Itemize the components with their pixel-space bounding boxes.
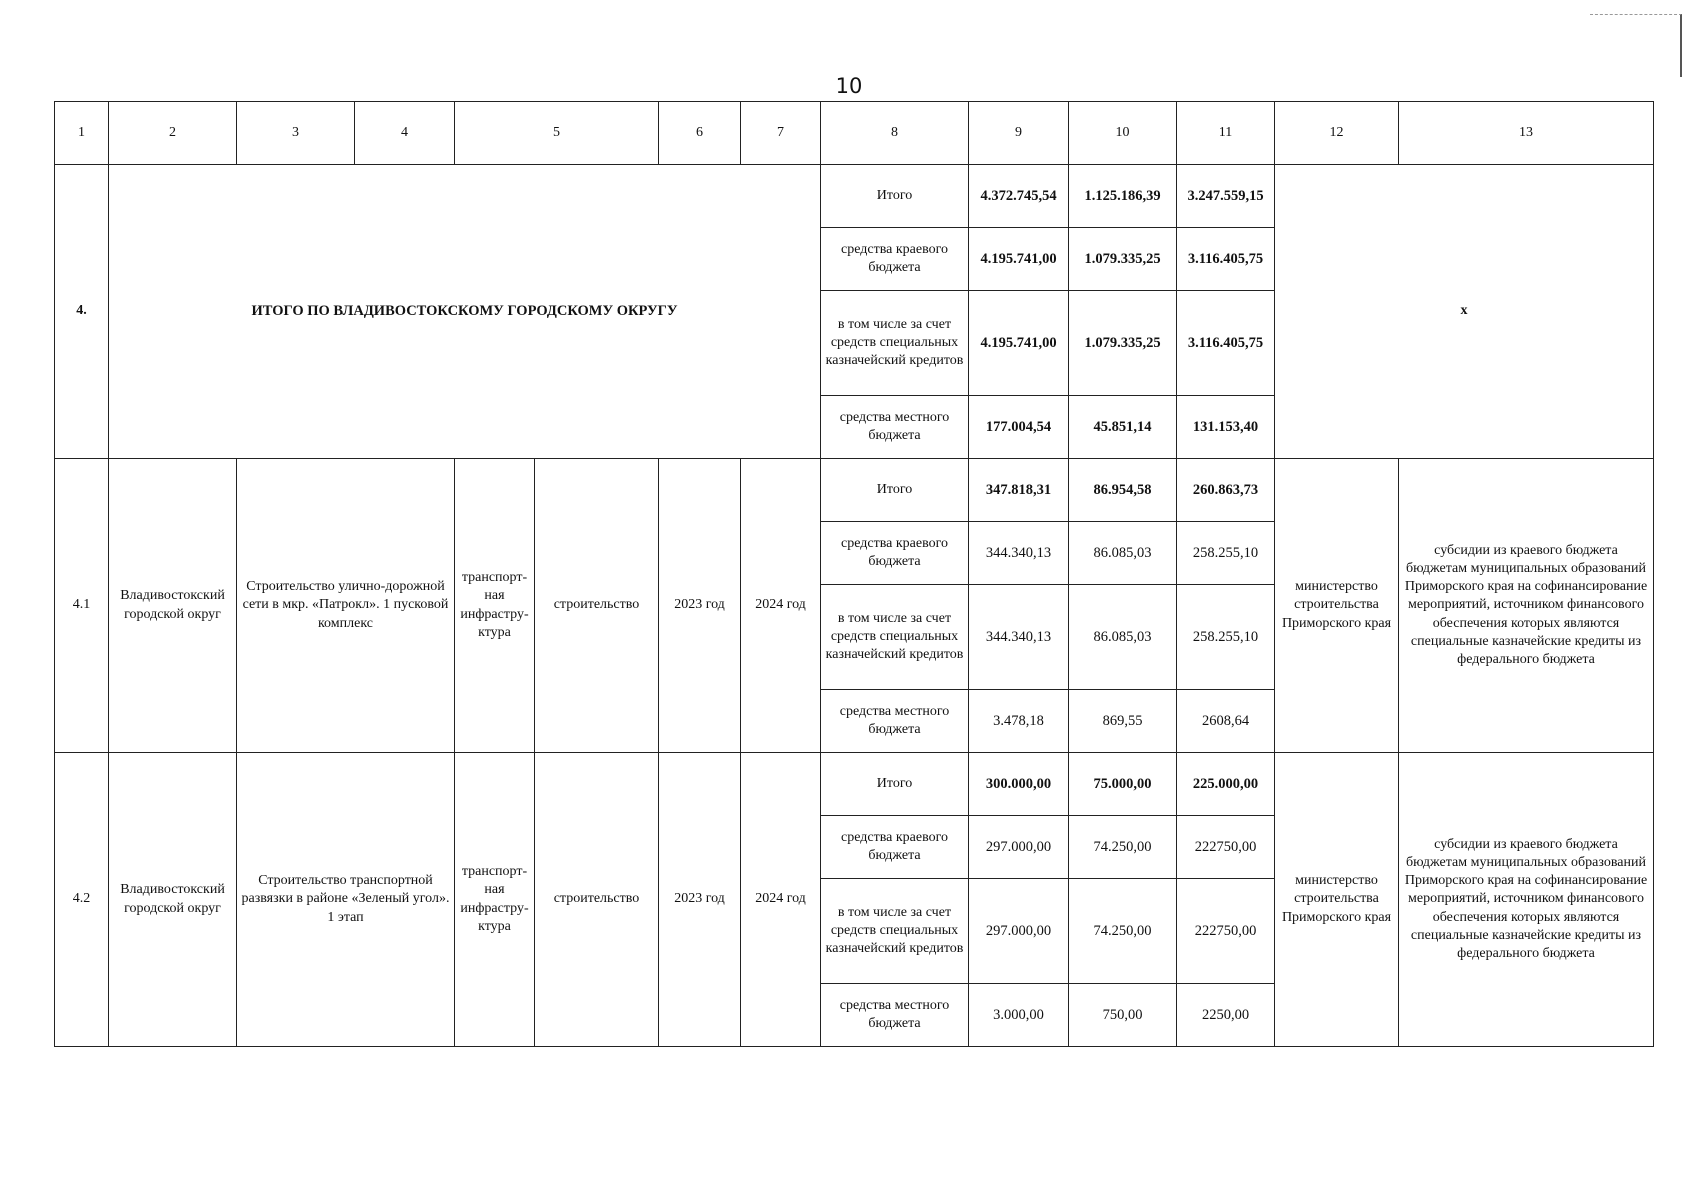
total-row-itogo: [55, 165, 1654, 228]
value-cell: 344.340,13: [969, 522, 1069, 585]
item-4-2-row-itogo: [55, 753, 1654, 816]
work-type-cell: строительство: [535, 753, 659, 1047]
value-cell: 258.255,10: [1177, 522, 1275, 585]
work-type-cell: строительство: [535, 459, 659, 753]
row-label: средства краевого бюджета: [821, 522, 969, 585]
header-col-1: 1: [55, 102, 109, 165]
header-col-9: 9: [969, 102, 1069, 165]
value-cell: 3.247.559,15: [1177, 165, 1275, 228]
x-mark: х: [1275, 165, 1654, 459]
item-number: 4.1: [55, 459, 109, 753]
header-col-12: 12: [1275, 102, 1399, 165]
value-cell: 2250,00: [1177, 984, 1275, 1047]
value-cell: 3.116.405,75: [1177, 291, 1275, 396]
value-cell: 258.255,10: [1177, 585, 1275, 690]
row-label: средства местного бюджета: [821, 396, 969, 459]
value-cell: 3.000,00: [969, 984, 1069, 1047]
header-col-5: 5: [455, 102, 659, 165]
value-cell: 225.000,00: [1177, 753, 1275, 816]
value-cell: 869,55: [1069, 690, 1177, 753]
sector-cell: транспорт-ная инфрастру-ктура: [455, 459, 535, 753]
value-cell: 260.863,73: [1177, 459, 1275, 522]
object-name-cell: Строительство улично-дорожной сети в мкр. «Патрокл». 1 пусковой комплекс: [237, 459, 455, 753]
value-cell: 4.195.741,00: [969, 228, 1069, 291]
header-col-13: 13: [1399, 102, 1654, 165]
value-cell: 1.125.186,39: [1069, 165, 1177, 228]
funding-source-cell: субсидии из краевого бюджета бюджетам муниципальных образований Приморского края на софинансирование мероприятий, источником финансового обеспечения которых являются специальные казначейские кредиты из федерального бюджета: [1399, 753, 1654, 1047]
funding-source-cell: субсидии из краевого бюджета бюджетам муниципальных образований Приморского края на софинансирование мероприятий, источником финансового обеспечения которых являются специальные казначейские кредиты из федерального бюджета: [1399, 459, 1654, 753]
value-cell: 4.372.745,54: [969, 165, 1069, 228]
scan-corner-mark: [1590, 14, 1682, 77]
header-col-4: 4: [355, 102, 455, 165]
row-label: Итого: [821, 459, 969, 522]
value-cell: 1.079.335,25: [1069, 228, 1177, 291]
value-cell: 344.340,13: [969, 585, 1069, 690]
header-col-10: 10: [1069, 102, 1177, 165]
value-cell: 131.153,40: [1177, 396, 1275, 459]
header-col-8: 8: [821, 102, 969, 165]
value-cell: 2608,64: [1177, 690, 1275, 753]
row-label: в том числе за счет средств специальных казначейский кредитов: [821, 879, 969, 984]
value-cell: 74.250,00: [1069, 816, 1177, 879]
value-cell: 177.004,54: [969, 396, 1069, 459]
value-cell: 3.478,18: [969, 690, 1069, 753]
ministry-cell: министерство строительства Приморского края: [1275, 753, 1399, 1047]
row-label: Итого: [821, 753, 969, 816]
row-label: средства местного бюджета: [821, 690, 969, 753]
header-col-7: 7: [741, 102, 821, 165]
value-cell: 300.000,00: [969, 753, 1069, 816]
value-cell: 750,00: [1069, 984, 1177, 1047]
end-year-cell: 2024 год: [741, 459, 821, 753]
header-col-3: 3: [237, 102, 355, 165]
row-label: в том числе за счет средств специальных казначейский кредитов: [821, 291, 969, 396]
ministry-cell: министерство строительства Приморского края: [1275, 459, 1399, 753]
page-number: 10: [835, 74, 863, 98]
budget-table: [54, 101, 1654, 1047]
value-cell: 86.085,03: [1069, 585, 1177, 690]
value-cell: 222750,00: [1177, 879, 1275, 984]
object-name-cell: Строительство транспортной развязки в районе «Зеленый угол». 1 этап: [237, 753, 455, 1047]
value-cell: 297.000,00: [969, 816, 1069, 879]
row-label: средства краевого бюджета: [821, 228, 969, 291]
value-cell: 75.000,00: [1069, 753, 1177, 816]
row-label: средства местного бюджета: [821, 984, 969, 1047]
row-label: средства краевого бюджета: [821, 816, 969, 879]
municipality-cell: Владивостокский городской округ: [109, 459, 237, 753]
value-cell: 86.085,03: [1069, 522, 1177, 585]
start-year-cell: 2023 год: [659, 459, 741, 753]
section-number: 4.: [55, 165, 109, 459]
value-cell: 297.000,00: [969, 879, 1069, 984]
header-col-6: 6: [659, 102, 741, 165]
end-year-cell: 2024 год: [741, 753, 821, 1047]
value-cell: 45.851,14: [1069, 396, 1177, 459]
row-label: в том числе за счет средств специальных казначейский кредитов: [821, 585, 969, 690]
municipality-cell: Владивостокский городской округ: [109, 753, 237, 1047]
header-col-2: 2: [109, 102, 237, 165]
row-label: Итого: [821, 165, 969, 228]
value-cell: 4.195.741,00: [969, 291, 1069, 396]
header-row: [55, 102, 1654, 165]
section-title: ИТОГО ПО ВЛАДИВОСТОКСКОМУ ГОРОДСКОМУ ОКРУГУ: [109, 165, 821, 459]
header-col-11: 11: [1177, 102, 1275, 165]
value-cell: 1.079.335,25: [1069, 291, 1177, 396]
value-cell: 347.818,31: [969, 459, 1069, 522]
start-year-cell: 2023 год: [659, 753, 741, 1047]
value-cell: 86.954,58: [1069, 459, 1177, 522]
value-cell: 3.116.405,75: [1177, 228, 1275, 291]
item-4-1-row-itogo: [55, 459, 1654, 522]
sector-cell: транспорт-ная инфрастру-ктура: [455, 753, 535, 1047]
item-number: 4.2: [55, 753, 109, 1047]
value-cell: 74.250,00: [1069, 879, 1177, 984]
value-cell: 222750,00: [1177, 816, 1275, 879]
